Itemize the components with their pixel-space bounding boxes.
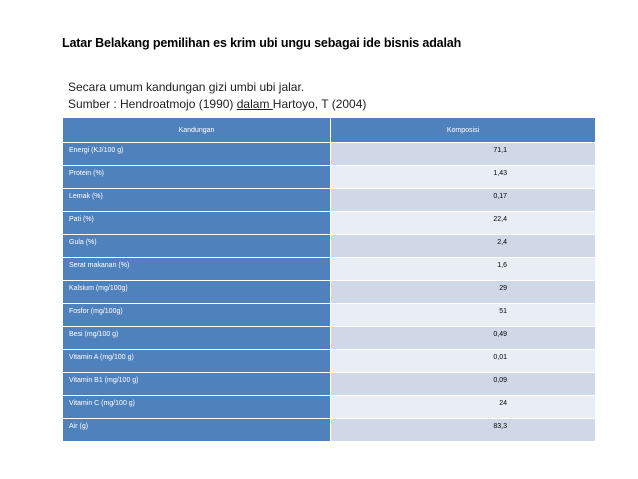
nutrient-name-cell: Gula (%) bbox=[63, 235, 331, 258]
table-row bbox=[63, 143, 596, 166]
table-row bbox=[63, 373, 596, 396]
composition-value-cell: 2,4 bbox=[331, 235, 596, 258]
table-row bbox=[63, 212, 596, 235]
composition-value-cell: 1,43 bbox=[331, 166, 596, 189]
table-row bbox=[63, 235, 596, 258]
nutrient-name-cell: Air (g) bbox=[63, 419, 331, 442]
table-row bbox=[63, 166, 596, 189]
nutrient-name-cell: Besi (mg/100 g) bbox=[63, 327, 331, 350]
table-row bbox=[63, 396, 596, 419]
nutrient-name-cell: Vitamin C (mg/100 g) bbox=[63, 396, 331, 419]
intro-text bbox=[68, 79, 366, 113]
table-row bbox=[63, 281, 596, 304]
table-row bbox=[63, 304, 596, 327]
composition-value-cell: 0,01 bbox=[331, 350, 596, 373]
nutrient-name-cell: Pati (%) bbox=[63, 212, 331, 235]
nutrient-name-cell: Fosfor (mg/100g) bbox=[63, 304, 331, 327]
source-citation bbox=[68, 96, 366, 113]
source-suffix: Hartoyo, T (2004) bbox=[272, 97, 367, 111]
table-row bbox=[63, 258, 596, 281]
table-row bbox=[63, 189, 596, 212]
nutrient-name-cell: Kalsium (mg/100g) bbox=[63, 281, 331, 304]
nutrient-name-cell: Vitamin B1 (mg/100 g) bbox=[63, 373, 331, 396]
source-prefix: Sumber : Hendroatmojo (1990) bbox=[68, 97, 237, 111]
composition-value-cell: 51 bbox=[331, 304, 596, 327]
composition-value-cell: 71,1 bbox=[331, 143, 596, 166]
slide-title: Latar Belakang pemilihan es krim ubi ungu sebagai ide bisnis adalah bbox=[62, 36, 462, 50]
composition-value-cell: 22,4 bbox=[331, 212, 596, 235]
nutrient-name-cell: Energi (KJ/100 g) bbox=[63, 143, 331, 166]
table-row bbox=[63, 419, 596, 442]
nutrient-name-cell: Serat makanan (%) bbox=[63, 258, 331, 281]
nutrition-table bbox=[62, 117, 596, 442]
table-row bbox=[63, 350, 596, 373]
header-kandungan: Kandungan bbox=[63, 118, 331, 143]
composition-value-cell: 0,17 bbox=[331, 189, 596, 212]
composition-value-cell: 29 bbox=[331, 281, 596, 304]
composition-value-cell: 1,6 bbox=[331, 258, 596, 281]
composition-value-cell: 0,49 bbox=[331, 327, 596, 350]
intro-line: Secara umum kandungan gizi umbi ubi jalar. bbox=[68, 80, 305, 94]
composition-value-cell: 24 bbox=[331, 396, 596, 419]
composition-value-cell: 83,3 bbox=[331, 419, 596, 442]
composition-value-cell: 0,09 bbox=[331, 373, 596, 396]
header-komposisi: Komposisi bbox=[331, 118, 596, 143]
nutrient-name-cell: Lemak (%) bbox=[63, 189, 331, 212]
table-row bbox=[63, 327, 596, 350]
nutrient-name-cell: Vitamin A (mg/100 g) bbox=[63, 350, 331, 373]
table-header-row bbox=[63, 118, 596, 143]
source-underlined-word: dalam bbox=[236, 97, 273, 111]
nutrient-name-cell: Protein (%) bbox=[63, 166, 331, 189]
